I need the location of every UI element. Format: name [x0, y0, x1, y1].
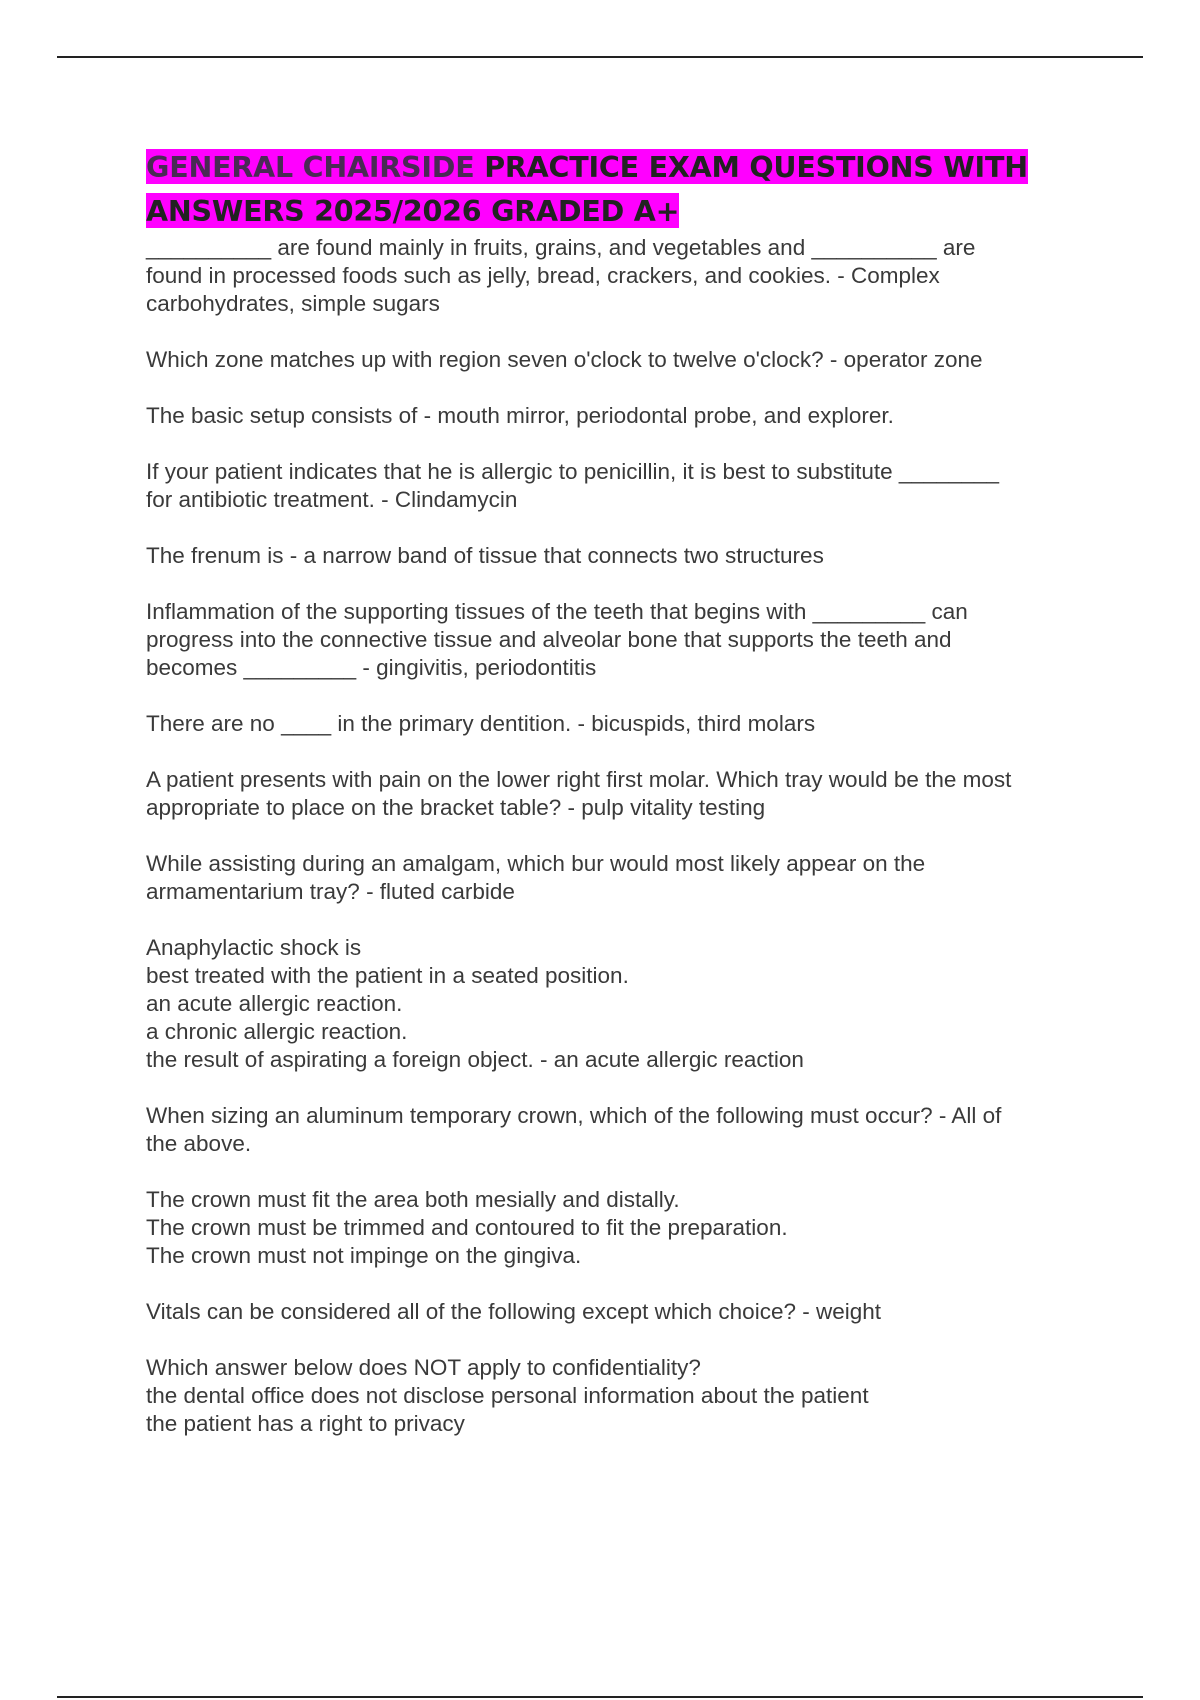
qa-line: Which answer below does NOT apply to confidentiality? [146, 1355, 701, 1380]
qa-line: The basic setup consists of - mouth mirror, periodontal probe, and explorer. [146, 403, 894, 428]
document-title [146, 146, 1096, 234]
qa-line: best treated with the patient in a seated position. [146, 963, 629, 988]
qa-line: There are no ____ in the primary dentition. - bicuspids, third molars [146, 711, 816, 736]
qa-line: The crown must fit the area both mesially and distally. [146, 1187, 680, 1212]
qa-line: progress into the connective tissue and alveolar bone that supports the teeth and [146, 627, 952, 652]
title-part-2: PRACTICE EXAM QUESTIONS WITH ANSWERS 2025/2026 GRADED A+ [146, 151, 1028, 228]
qa-item [146, 598, 1096, 682]
qa-item [146, 542, 1096, 570]
qa-line: the result of aspirating a foreign object. - an acute allergic reaction [146, 1047, 804, 1072]
qa-list [146, 234, 1096, 1438]
qa-line: becomes _________ - gingivitis, periodontitis [146, 655, 597, 680]
qa-item [146, 1298, 1096, 1326]
qa-item [146, 1354, 1096, 1438]
qa-line: Anaphylactic shock is [146, 935, 362, 960]
qa-line: the dental office does not disclose personal information about the patient [146, 1383, 869, 1408]
qa-line: The crown must not impinge on the gingiva. [146, 1243, 582, 1268]
qa-line: The frenum is - a narrow band of tissue that connects two structures [146, 543, 824, 568]
qa-line: appropriate to place on the bracket table? - pulp vitality testing [146, 795, 766, 820]
qa-line: carbohydrates, simple sugars [146, 291, 440, 316]
title-part-1: GENERAL CHAIRSIDE [146, 151, 485, 184]
qa-line: the patient has a right to privacy [146, 1411, 465, 1436]
qa-line: The crown must be trimmed and contoured to fit the preparation. [146, 1215, 788, 1240]
qa-item [146, 850, 1096, 906]
qa-item [146, 234, 1096, 318]
qa-line: for antibiotic treatment. - Clindamycin [146, 487, 518, 512]
qa-line: armamentarium tray? - fluted carbide [146, 879, 515, 904]
qa-item [146, 710, 1096, 738]
qa-line: Which zone matches up with region seven o'clock to twelve o'clock? - operator zone [146, 347, 983, 372]
qa-item [146, 346, 1096, 374]
qa-line: When sizing an aluminum temporary crown, which of the following must occur? - All of [146, 1103, 1002, 1128]
qa-line: If your patient indicates that he is allergic to penicillin, it is best to substitute ________ [146, 459, 1000, 484]
qa-line: A patient presents with pain on the lower right first molar. Which tray would be the most [146, 767, 1012, 792]
qa-line: Vitals can be considered all of the following except which choice? - weight [146, 1299, 882, 1324]
qa-line: an acute allergic reaction. [146, 991, 403, 1016]
document-body [146, 146, 1096, 1438]
qa-item [146, 766, 1096, 822]
qa-item [146, 934, 1096, 1074]
qa-line: the above. [146, 1131, 252, 1156]
qa-item [146, 402, 1096, 430]
qa-line: While assisting during an amalgam, which bur would most likely appear on the [146, 851, 926, 876]
qa-item [146, 1102, 1096, 1158]
qa-item [146, 458, 1096, 514]
qa-item [146, 1186, 1096, 1270]
qa-line: __________ are found mainly in fruits, grains, and vegetables and __________ are [146, 235, 976, 260]
qa-line: found in processed foods such as jelly, bread, crackers, and cookies. - Complex [146, 263, 940, 288]
top-rule [57, 56, 1143, 58]
qa-line: Inflammation of the supporting tissues of the teeth that begins with _________ can [146, 599, 968, 624]
qa-line: a chronic allergic reaction. [146, 1019, 408, 1044]
bottom-rule [57, 1696, 1143, 1698]
